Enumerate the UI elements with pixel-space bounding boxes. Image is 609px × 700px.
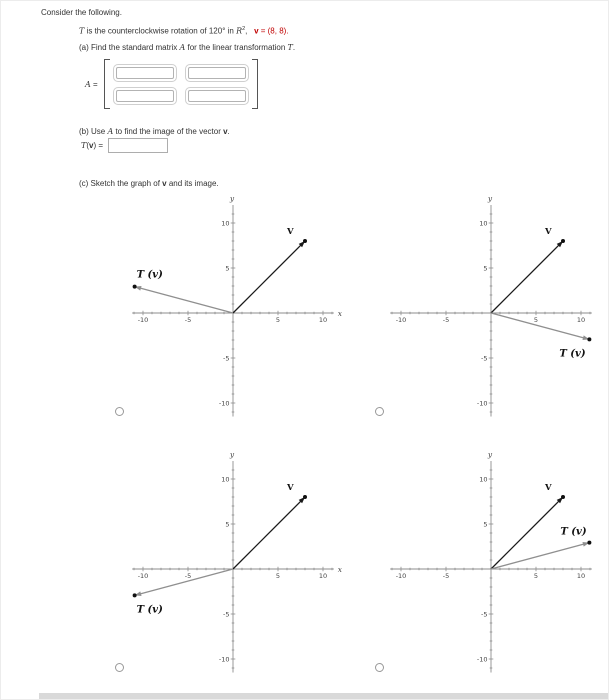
svg-text:10: 10	[479, 475, 488, 484]
svg-text:T (v): T (v)	[560, 526, 587, 538]
matrix-bracket-left	[104, 59, 110, 109]
matrix-cell-a21	[113, 87, 177, 105]
vector-v-value: = (8, 8).	[258, 26, 289, 36]
part-b-text2: to find the image of the vector	[113, 127, 224, 136]
svg-text:V: V	[545, 483, 552, 493]
part-c-label	[79, 179, 219, 188]
svg-text:-10: -10	[137, 572, 149, 580]
svg-text:5: 5	[483, 520, 488, 529]
svg-text:-10: -10	[137, 316, 149, 324]
var-v-b: v	[223, 127, 228, 136]
var-A-matrix: A	[85, 79, 91, 89]
matrix-bracket-right	[252, 59, 258, 109]
part-a-text: (a) Find the standard matrix	[79, 43, 180, 52]
option-a-radio[interactable]	[115, 407, 124, 416]
part-a-text2: for the linear transformation	[185, 43, 288, 52]
tv-answer-input[interactable]	[108, 138, 168, 153]
part-b-text: (b) Use	[79, 127, 108, 136]
intro-text: Consider the following.	[41, 8, 122, 17]
svg-text:-10: -10	[476, 399, 488, 408]
tv-equals-label	[81, 141, 103, 150]
problem-statement	[79, 26, 289, 36]
svg-text:10: 10	[318, 572, 328, 580]
svg-text:5: 5	[225, 520, 230, 529]
svg-text:x: x	[337, 308, 343, 318]
svg-text:-5: -5	[223, 354, 230, 363]
svg-text:5: 5	[533, 572, 539, 580]
var-A: A	[179, 43, 186, 52]
svg-text:10: 10	[576, 572, 586, 580]
equals-sign: =	[90, 79, 98, 89]
svg-text:10: 10	[221, 475, 230, 484]
matrix-input-a11[interactable]	[116, 67, 174, 79]
graph-option-d	[369, 447, 609, 682]
svg-text:-5: -5	[442, 572, 450, 580]
svg-text:10: 10	[221, 219, 230, 228]
svg-text:-10: -10	[476, 655, 488, 664]
matrix-input-a21[interactable]	[116, 90, 174, 102]
tv-answer-block	[81, 138, 168, 153]
svg-text:T (v): T (v)	[559, 348, 586, 360]
matrix-cell-a11	[113, 64, 177, 82]
svg-text:10: 10	[479, 219, 488, 228]
svg-text:-10: -10	[395, 316, 407, 324]
matrix-input-a22[interactable]	[188, 90, 246, 102]
svg-text:5: 5	[275, 572, 281, 580]
svg-text:-5: -5	[223, 610, 230, 619]
var-T-tv: T	[81, 141, 87, 150]
svg-text:5: 5	[483, 264, 488, 273]
svg-text:-10: -10	[218, 655, 230, 664]
matrix-cell-a12	[185, 64, 249, 82]
graph-option-c	[111, 447, 361, 682]
graph-option-a	[111, 191, 361, 426]
var-T: T	[79, 26, 85, 36]
svg-text:10: 10	[318, 316, 328, 324]
svg-text:-5: -5	[442, 316, 450, 324]
paren-open: (	[86, 141, 90, 150]
option-c-radio[interactable]	[115, 663, 124, 672]
var-v-c: v	[162, 179, 167, 188]
matrix-grid	[113, 64, 249, 105]
paren-close-equals: ) =	[93, 141, 104, 150]
svg-text:-5: -5	[481, 354, 488, 363]
svg-text:y: y	[229, 450, 235, 459]
svg-text:5: 5	[275, 316, 281, 324]
svg-text:V: V	[545, 227, 552, 237]
option-d-radio[interactable]	[375, 663, 384, 672]
svg-text:V: V	[287, 483, 294, 493]
matrix-answer-block	[85, 59, 258, 109]
var-T2: T	[287, 43, 293, 52]
svg-text:-10: -10	[395, 572, 407, 580]
part-a-label	[79, 43, 295, 52]
svg-text:-5: -5	[184, 316, 192, 324]
exponent-2: 2	[242, 26, 246, 32]
separator: ,	[245, 26, 255, 36]
var-A-b: A	[107, 127, 114, 136]
svg-text:5: 5	[533, 316, 539, 324]
svg-text:-5: -5	[184, 572, 192, 580]
matrix-input-a12[interactable]	[188, 67, 246, 79]
option-b-radio[interactable]	[375, 407, 384, 416]
var-v-tv: v	[89, 141, 94, 150]
part-c-text: (c) Sketch the graph of	[79, 179, 163, 188]
matrix-cell-a22	[185, 87, 249, 105]
svg-text:5: 5	[225, 264, 230, 273]
svg-text:y: y	[487, 194, 493, 203]
svg-text:10: 10	[576, 316, 586, 324]
matrix-equals-label	[85, 80, 98, 89]
part-c-text2: and its image.	[166, 179, 219, 188]
graph-option-b	[369, 191, 609, 426]
vector-v-symbol: v	[254, 26, 259, 36]
part-b-label	[79, 127, 230, 136]
svg-text:y: y	[487, 450, 493, 459]
var-R: R	[236, 26, 243, 36]
svg-text:V: V	[287, 227, 294, 237]
svg-text:x: x	[337, 564, 343, 574]
svg-text:-5: -5	[481, 610, 488, 619]
problem-text: is the counterclockwise rotation of 120° in	[84, 26, 237, 36]
part-b-period: .	[227, 127, 230, 136]
horizontal-scrollbar[interactable]	[39, 693, 608, 699]
svg-text:T (v): T (v)	[136, 604, 163, 616]
svg-text:T (v): T (v)	[136, 269, 163, 281]
part-a-period: .	[292, 43, 296, 52]
svg-text:-10: -10	[218, 399, 230, 408]
svg-text:y: y	[229, 194, 235, 203]
